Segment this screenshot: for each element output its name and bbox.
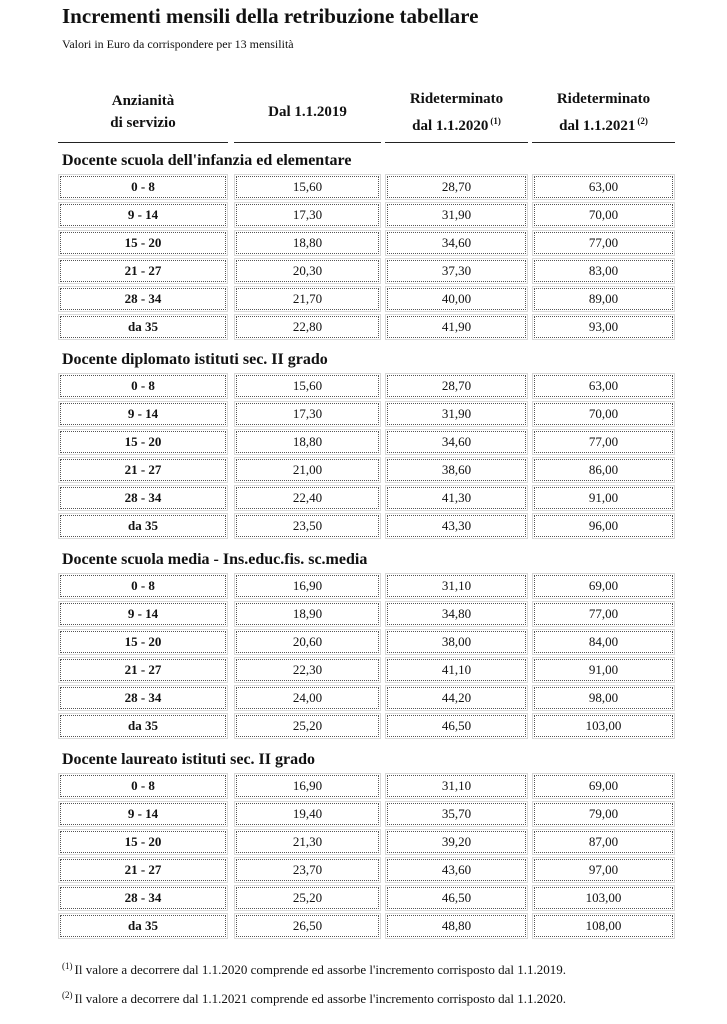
header-anzianita-line2: di servizio (110, 115, 176, 131)
section-title: Docente scuola dell'infanzia ed elementare (62, 152, 352, 169)
cell-dal-2021: 69,00 (534, 575, 673, 597)
cell-dal-2021: 63,00 (534, 176, 673, 198)
cell-dal-2021: 93,00 (534, 316, 673, 338)
cell-anzianita: 0 - 8 (60, 575, 226, 597)
cell-anzianita: 28 - 34 (60, 887, 226, 909)
cell-dal-2020: 35,70 (387, 803, 526, 825)
cell-dal-2020: 31,10 (387, 575, 526, 597)
cell-dal-2019: 24,00 (236, 687, 379, 709)
cell-anzianita: 15 - 20 (60, 631, 226, 653)
cell-dal-2021: 70,00 (534, 204, 673, 226)
cell-dal-2021: 79,00 (534, 803, 673, 825)
header-2020-note: (1) (490, 115, 501, 126)
cell-dal-2019: 18,80 (236, 232, 379, 254)
footnote-2-mark: (2) (62, 990, 73, 1000)
cell-dal-2020: 34,60 (387, 431, 526, 453)
cell-anzianita: 0 - 8 (60, 375, 226, 397)
cell-dal-2019: 26,50 (236, 915, 379, 937)
cell-dal-2020: 37,30 (387, 260, 526, 282)
section-title: Docente laureato istituti sec. II grado (62, 751, 315, 768)
page-subtitle: Valori in Euro da corrispondere per 13 mensilità (62, 37, 294, 51)
cell-dal-2019: 25,20 (236, 887, 379, 909)
cell-dal-2020: 38,60 (387, 459, 526, 481)
footnote-1-text: Il valore a decorrere dal 1.1.2020 comprende ed assorbe l'incremento corrisposto dal 1.1.2019. (74, 962, 566, 977)
cell-dal-2021: 103,00 (534, 715, 673, 737)
header-2021-line1: Rideterminato (556, 90, 651, 107)
cell-anzianita: 15 - 20 (60, 431, 226, 453)
cell-dal-2021: 97,00 (534, 859, 673, 881)
header-rideterminato-2020 (385, 82, 528, 143)
cell-dal-2021: 69,00 (534, 775, 673, 797)
section-title: Docente scuola media - Ins.educ.fis. sc.media (62, 551, 368, 568)
cell-dal-2020: 40,00 (387, 288, 526, 310)
footnote-1-mark: (1) (62, 961, 73, 971)
cell-dal-2021: 103,00 (534, 887, 673, 909)
section-title: Docente diplomato istituti sec. II grado (62, 351, 328, 368)
cell-dal-2020: 31,90 (387, 204, 526, 226)
page-title: Incrementi mensili della retribuzione tabellare (62, 4, 479, 28)
cell-dal-2020: 34,80 (387, 603, 526, 625)
cell-dal-2021: 96,00 (534, 515, 673, 537)
cell-dal-2021: 84,00 (534, 631, 673, 653)
cell-dal-2021: 77,00 (534, 232, 673, 254)
cell-dal-2019: 18,90 (236, 603, 379, 625)
header-anzianita (58, 82, 228, 143)
header-2021-note: (2) (637, 115, 648, 126)
cell-dal-2020: 39,20 (387, 831, 526, 853)
header-2020-line2: dal 1.1.2020 (412, 117, 489, 134)
header-dal-2019 (234, 82, 381, 143)
cell-dal-2019: 17,30 (236, 204, 379, 226)
cell-anzianita: 21 - 27 (60, 659, 226, 681)
cell-dal-2019: 15,60 (236, 176, 379, 198)
header-anzianita-line1: Anzianità (111, 93, 175, 109)
footnote-2-text: Il valore a decorrere dal 1.1.2021 comprende ed assorbe l'incremento corrisposto dal 1.1.2020. (74, 991, 566, 1006)
cell-dal-2019: 22,40 (236, 487, 379, 509)
cell-dal-2019: 21,30 (236, 831, 379, 853)
cell-anzianita: 21 - 27 (60, 859, 226, 881)
cell-dal-2020: 46,50 (387, 887, 526, 909)
cell-anzianita: da 35 (60, 715, 226, 737)
cell-dal-2020: 28,70 (387, 375, 526, 397)
cell-anzianita: 28 - 34 (60, 487, 226, 509)
cell-dal-2021: 83,00 (534, 260, 673, 282)
cell-dal-2021: 108,00 (534, 915, 673, 937)
cell-dal-2019: 20,60 (236, 631, 379, 653)
cell-anzianita: 15 - 20 (60, 831, 226, 853)
cell-dal-2020: 34,60 (387, 232, 526, 254)
cell-anzianita: 9 - 14 (60, 204, 226, 226)
cell-dal-2021: 91,00 (534, 487, 673, 509)
cell-dal-2019: 20,30 (236, 260, 379, 282)
cell-dal-2019: 16,90 (236, 575, 379, 597)
cell-dal-2020: 41,30 (387, 487, 526, 509)
cell-dal-2021: 70,00 (534, 403, 673, 425)
cell-dal-2021: 77,00 (534, 431, 673, 453)
cell-dal-2019: 23,50 (236, 515, 379, 537)
cell-anzianita: da 35 (60, 515, 226, 537)
cell-anzianita: 28 - 34 (60, 687, 226, 709)
cell-dal-2019: 21,00 (236, 459, 379, 481)
cell-dal-2021: 86,00 (534, 459, 673, 481)
cell-dal-2019: 22,80 (236, 316, 379, 338)
cell-dal-2020: 48,80 (387, 915, 526, 937)
cell-anzianita: da 35 (60, 915, 226, 937)
cell-dal-2020: 44,20 (387, 687, 526, 709)
cell-dal-2021: 77,00 (534, 603, 673, 625)
header-2021-line2: dal 1.1.2021 (559, 117, 636, 134)
cell-dal-2019: 17,30 (236, 403, 379, 425)
cell-anzianita: 0 - 8 (60, 775, 226, 797)
cell-dal-2019: 15,60 (236, 375, 379, 397)
cell-dal-2020: 41,90 (387, 316, 526, 338)
cell-dal-2019: 19,40 (236, 803, 379, 825)
cell-dal-2021: 87,00 (534, 831, 673, 853)
cell-dal-2020: 38,00 (387, 631, 526, 653)
cell-anzianita: 15 - 20 (60, 232, 226, 254)
cell-anzianita: 0 - 8 (60, 176, 226, 198)
cell-dal-2021: 89,00 (534, 288, 673, 310)
cell-anzianita: 9 - 14 (60, 603, 226, 625)
cell-anzianita: 21 - 27 (60, 459, 226, 481)
cell-dal-2019: 18,80 (236, 431, 379, 453)
cell-dal-2019: 23,70 (236, 859, 379, 881)
cell-dal-2021: 91,00 (534, 659, 673, 681)
cell-dal-2020: 31,90 (387, 403, 526, 425)
header-dal-2019-label: Dal 1.1.2019 (268, 104, 347, 120)
cell-anzianita: 28 - 34 (60, 288, 226, 310)
header-rideterminato-2021 (532, 82, 675, 143)
cell-dal-2020: 31,10 (387, 775, 526, 797)
cell-dal-2020: 46,50 (387, 715, 526, 737)
cell-dal-2019: 21,70 (236, 288, 379, 310)
cell-dal-2020: 43,30 (387, 515, 526, 537)
cell-dal-2019: 16,90 (236, 775, 379, 797)
cell-anzianita: 9 - 14 (60, 403, 226, 425)
cell-dal-2020: 43,60 (387, 859, 526, 881)
cell-dal-2021: 98,00 (534, 687, 673, 709)
cell-dal-2021: 63,00 (534, 375, 673, 397)
footnote-1 (62, 961, 566, 978)
footnote-2 (62, 990, 566, 1007)
cell-anzianita: 9 - 14 (60, 803, 226, 825)
cell-anzianita: 21 - 27 (60, 260, 226, 282)
cell-dal-2020: 41,10 (387, 659, 526, 681)
header-2020-line1: Rideterminato (409, 90, 504, 107)
cell-dal-2020: 28,70 (387, 176, 526, 198)
cell-dal-2019: 22,30 (236, 659, 379, 681)
cell-anzianita: da 35 (60, 316, 226, 338)
cell-dal-2019: 25,20 (236, 715, 379, 737)
